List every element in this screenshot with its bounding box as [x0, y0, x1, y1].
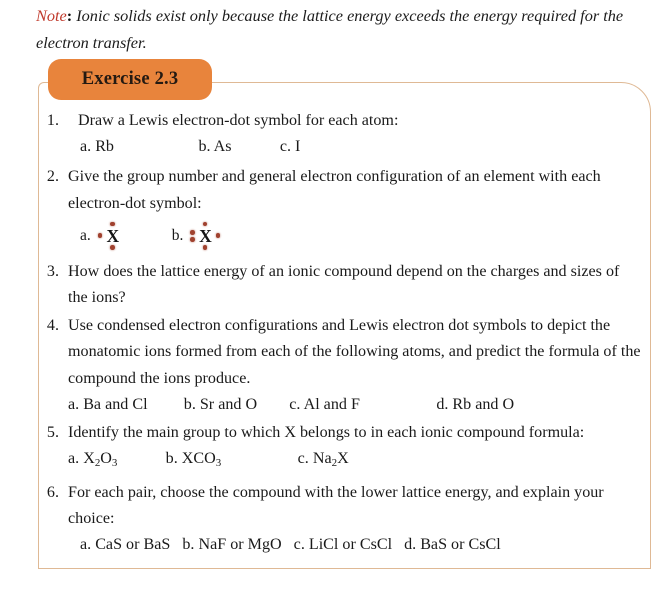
lewis-element-symbol-a: X [106, 225, 120, 246]
question-text-4: Use condensed electron configurations and Lewis electron dot symbols to depict the monatomic ions formed from each of the following atoms, and predict the formula of the compound the ions produce. [68, 317, 641, 387]
lewis-element-symbol-b: X [199, 225, 212, 246]
question-number-6: 6. [46, 483, 59, 501]
question-subitems-1: a. Rb b. As c. I [80, 138, 301, 156]
question-subitems-6: a. CaS or BaS b. NaF or MgO c. LiCl or CsCl d. BaS or CsCl [80, 535, 501, 553]
question-body-6 [68, 480, 651, 559]
note-colon: : [66, 6, 73, 25]
question-text-5: Identify the main group to which X belongs to in each ionic compound formula: [68, 424, 585, 442]
formula-c-sub: 2 [331, 457, 338, 470]
electron-dot-right-icon [216, 233, 221, 238]
formula-a-prefix: a. X [68, 450, 95, 468]
electron-dot-bottom-icon [110, 245, 115, 250]
formula-a-mid: O [100, 450, 112, 468]
question-body-3 [68, 259, 651, 311]
question-item-6 [38, 480, 651, 559]
lewis-symbol-row [68, 219, 643, 253]
formula-b-prefix: b. XCO [165, 450, 216, 468]
question-text-6: For each pair, choose the compound with the lower lattice energy, and explain your choice: [68, 483, 604, 527]
question-text-2: Give the group number and general electron configuration of an element with each electron-dot symbol: [68, 168, 601, 212]
question-number-1: 1. [46, 112, 59, 129]
electron-dot-left-upper-icon [190, 230, 195, 235]
electron-dot-bottom-icon [203, 245, 208, 250]
question-item-3 [38, 259, 651, 311]
question-number-2: 2. [46, 168, 59, 186]
question-item-2 [38, 164, 651, 252]
question-text-1: Draw a Lewis electron-dot symbol for each atom: [78, 112, 399, 129]
question-item-1 [38, 108, 651, 160]
question-text-3: How does the lattice energy of an ionic compound depend on the charges and sizes of the ions? [68, 262, 620, 307]
question-body-4 [68, 313, 651, 418]
question-body-1 [68, 108, 651, 160]
lewis-dot-symbol-b [188, 221, 222, 251]
note-paragraph [36, 2, 636, 56]
question-number-4: 4. [46, 317, 59, 335]
question-list [38, 100, 651, 558]
question-item-4 [38, 313, 651, 418]
electron-dot-top-icon [110, 222, 115, 227]
formula-b-sub: 3 [215, 457, 222, 470]
note-label: Note [36, 6, 67, 25]
electron-dot-left-icon [98, 233, 103, 238]
gap-b-c [221, 450, 297, 467]
question-item-5 [38, 420, 651, 476]
lewis-label-b: b. [171, 226, 184, 244]
electron-dot-left-lower-icon [190, 237, 195, 242]
gap-a-b [117, 450, 165, 467]
formula-a-sub1: 2 [94, 457, 101, 470]
question-number-3: 3. [46, 262, 59, 280]
question-subitems-5 [68, 446, 643, 476]
formula-c-prefix: c. Na [297, 450, 332, 468]
note-text: Ionic solids exist only because the lattice energy exceeds the energy required for the electron transfer. [36, 6, 624, 52]
question-body-2 [68, 164, 651, 252]
formula-c-suffix: X [337, 450, 349, 468]
exercise-badge: Exercise 2.3 [48, 59, 212, 100]
formula-a-sub2: 3 [111, 457, 118, 470]
question-body-5 [68, 420, 651, 476]
question-number-5: 5. [46, 424, 59, 442]
question-subitems-4: a. Ba and Cl b. Sr and O c. Al and F d. Rb and O [68, 395, 515, 413]
lewis-dot-symbol-a [96, 221, 130, 251]
lewis-label-a: a. [80, 226, 91, 244]
